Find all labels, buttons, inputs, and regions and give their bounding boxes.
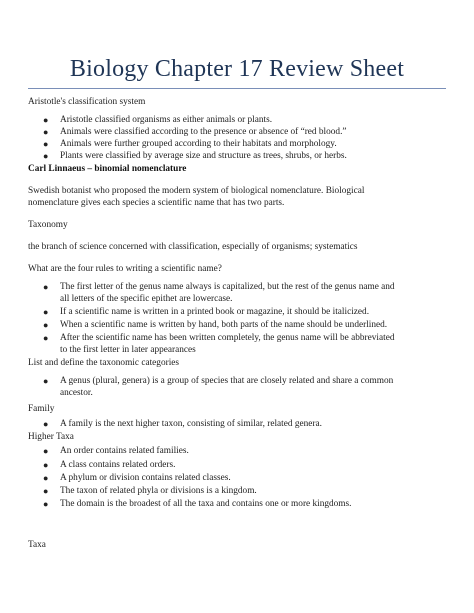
linnaeus-text-line: Swedish botanist who proposed the modern system of biological nomenclature. Biological xyxy=(28,186,365,196)
bullet-icon: ● xyxy=(43,376,49,386)
higher-taxa-item xyxy=(43,446,446,458)
list-item-text: Aristotle classified organisms as either animals or plants. xyxy=(60,115,273,125)
list-item-text: Animals were further grouped according to their habitats and morphology. xyxy=(60,139,337,149)
bullet-icon: ● xyxy=(43,460,49,470)
bullet-icon: ● xyxy=(43,115,49,125)
list-item-text: If a scientific name is written in a printed book or magazine, it should be italicized. xyxy=(60,307,370,317)
family-heading: Family xyxy=(28,404,55,414)
higher-taxa-heading: Higher Taxa xyxy=(28,432,74,442)
list-item-text: An order contains related families. xyxy=(60,446,189,456)
taxonomy-heading: Taxonomy xyxy=(28,220,68,230)
list-item-text: Animals were classified according to the presence or absence of “red blood.” xyxy=(60,127,347,137)
rule-item xyxy=(43,282,446,305)
aristotle-item xyxy=(43,127,446,139)
categories-heading: List and define the taxonomic categories xyxy=(28,358,180,368)
bullet-icon: ● xyxy=(43,151,49,161)
list-item-text: all letters of the specific epithet are lowercase. xyxy=(60,293,233,304)
bullet-icon: ● xyxy=(43,282,49,292)
linnaeus-heading: Carl Linnaeus – binomial nomenclature xyxy=(28,164,187,174)
bullet-icon: ● xyxy=(43,446,49,456)
list-item-text: After the scientific name has been written completely, the genus name will be abbreviated xyxy=(60,333,395,343)
bullet-icon: ● xyxy=(43,473,49,483)
list-item-text: The first letter of the genus name always is capitalized, but the rest of the genus name and xyxy=(60,282,395,292)
list-item-text: to the first letter in later appearances xyxy=(60,344,196,355)
list-item-text: A class contains related orders. xyxy=(60,460,176,470)
list-item-text: A family is the next higher taxon, consisting of similar, related genera. xyxy=(60,419,322,429)
taxa-heading: Taxa xyxy=(28,540,46,550)
aristotle-item xyxy=(43,115,446,127)
bullet-icon: ● xyxy=(43,127,49,137)
title-underline xyxy=(28,88,446,89)
aristotle-item xyxy=(43,139,446,151)
list-item-text: A genus (plural, genera) is a group of species that are closely related and share a common xyxy=(60,376,394,386)
bullet-icon: ● xyxy=(43,139,49,149)
rule-item xyxy=(43,307,446,319)
bullet-icon: ● xyxy=(43,486,49,496)
page-title: Biology Chapter 17 Review Sheet xyxy=(69,56,405,82)
list-item-text: When a scientific name is written by hand, both parts of the name should be underlined. xyxy=(60,320,388,330)
bullet-icon: ● xyxy=(43,307,49,317)
rule-item xyxy=(43,320,446,332)
higher-taxa-item xyxy=(43,486,446,498)
list-item-text: ancestor. xyxy=(60,387,93,398)
family-item xyxy=(43,419,446,431)
taxonomy-definition: the branch of science concerned with classification, especially of organisms; systematics xyxy=(28,242,358,252)
bullet-icon: ● xyxy=(43,499,49,509)
bullet-icon: ● xyxy=(43,320,49,330)
list-item-text: The taxon of related phyla or divisions is a kingdom. xyxy=(60,486,257,496)
rule-item xyxy=(43,333,446,356)
linnaeus-text-line: nomenclature gives each species a scientific name that has two parts. xyxy=(28,198,285,208)
rules-question: What are the four rules to writing a scientific name? xyxy=(28,264,222,274)
aristotle-heading: Aristotle's classification system xyxy=(28,97,146,107)
higher-taxa-item xyxy=(43,473,446,485)
bullet-icon: ● xyxy=(43,333,49,343)
list-item-text: A phylum or division contains related classes. xyxy=(60,473,231,483)
list-item-text: Plants were classified by average size and structure as trees, shrubs, or herbs. xyxy=(60,151,347,161)
aristotle-item xyxy=(43,151,446,163)
genus-item xyxy=(43,376,446,399)
higher-taxa-item xyxy=(43,499,446,511)
list-item-text: The domain is the broadest of all the taxa and contains one or more kingdoms. xyxy=(60,499,352,509)
higher-taxa-item xyxy=(43,460,446,472)
bullet-icon: ● xyxy=(43,419,49,429)
